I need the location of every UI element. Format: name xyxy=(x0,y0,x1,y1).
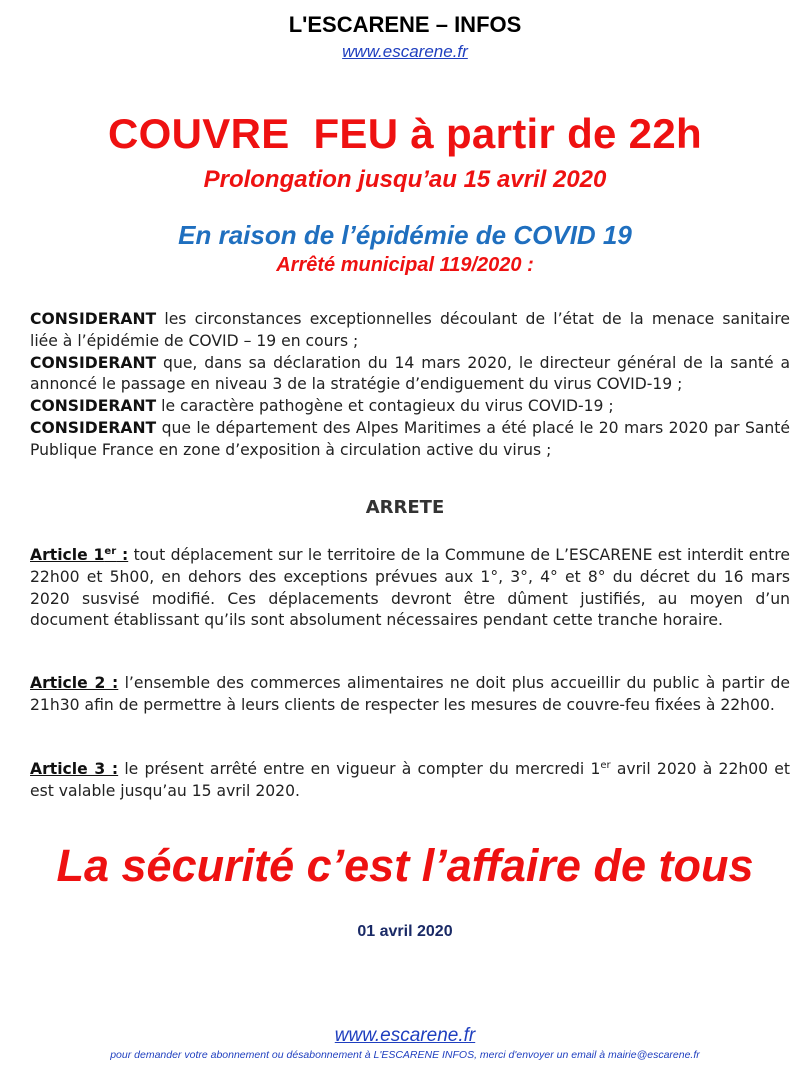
considerant-paragraph xyxy=(30,418,790,462)
article-1-text: tout déplacement sur le territoire de la Commune de L’ESCARENE est interdit entre 22h00 et 5h00, en dehors des exceptions prévues aux 1°, 3°, 4° et 8° du décret du 16 mars 2020 susvisé modifié. Ces déplacements devront être dûment justifiés, au moyen d’un document établissant qu’ils sont absolument nécessaires pendant cette tranche horaire. xyxy=(30,546,790,630)
article-2 xyxy=(30,673,790,717)
article-2-text: l’ensemble des commerces alimentaires ne doit plus accueillir du public à partir de 21h30 afin de permettre à leurs clients de respecter les mesures de couvre-feu fixées à 22h00. xyxy=(30,674,791,714)
article-3-text-sup: er xyxy=(600,759,611,771)
considerant-paragraph xyxy=(30,353,790,397)
article-3-text-after: avril 2020 à 22h00 et est valable jusqu’au 15 avril 2020. xyxy=(30,760,790,800)
footer-website-link[interactable]: www.escarene.fr xyxy=(334,1025,476,1046)
safety-slogan: La sécurité c’est l’affaire de tous xyxy=(56,840,754,891)
newsletter-title: L'ESCARENE – INFOS xyxy=(288,12,522,37)
considerant-keyword: CONSIDERANT xyxy=(30,310,157,328)
reason-heading: En raison de l’épidémie de COVID 19 xyxy=(178,220,632,250)
article-2-label: Article 2 : xyxy=(30,674,119,692)
considerant-paragraph xyxy=(30,309,790,353)
considerant-keyword: CONSIDERANT xyxy=(30,397,157,416)
article-1-label xyxy=(30,546,128,564)
arrete-heading: ARRETE xyxy=(365,497,445,518)
extension-subtitle: Prolongation jusqu’au 15 avril 2020 xyxy=(203,166,607,193)
considerant-keyword: CONSIDERANT xyxy=(30,353,157,372)
article-3-text-before: le présent arrêté entre en vigueur à compter du mercredi 1 xyxy=(124,760,601,778)
article-1-label-sup: er xyxy=(104,545,117,557)
curfew-headline: COUVRE FEU à partir de 22h xyxy=(108,110,702,157)
publication-date: 01 avril 2020 xyxy=(357,923,453,940)
considerant-keyword: CONSIDERANT xyxy=(30,418,157,437)
article-1-label-main: Article 1 xyxy=(30,546,105,564)
considerant-text: le caractère pathogène et contagieux du virus COVID-19 ; xyxy=(161,397,614,416)
article-1-label-end: : xyxy=(116,546,129,564)
considerant-paragraph xyxy=(30,396,790,418)
article-3-label: Article 3 : xyxy=(30,760,119,778)
considerant-text: que le département des Alpes Maritimes a été placé le 20 mars 2020 par Santé Publique France en zone d’exposition à circulation active du virus ; xyxy=(30,418,790,459)
article-3 xyxy=(30,759,790,803)
article-1 xyxy=(30,545,790,632)
considerants-section xyxy=(30,309,790,462)
considerant-text: que, dans sa déclaration du 14 mars 2020, le directeur général de la santé a annoncé le passage en niveau 3 de la stratégie d’endiguement du virus COVID-19 ; xyxy=(30,353,791,394)
header-website-link[interactable]: www.escarene.fr xyxy=(342,42,468,61)
subscription-note: pour demander votre abonnement ou désabonnement à L'ESCARENE INFOS, merci d'envoyer un email à mairie@escarene.fr xyxy=(110,1049,700,1061)
decree-reference: Arrêté municipal 119/2020 : xyxy=(276,254,534,276)
considerant-text: les circonstances exceptionnelles découlant de l’état de la menace sanitaire liée à l’épidémie de COVID – 19 en cours ; xyxy=(30,310,790,350)
